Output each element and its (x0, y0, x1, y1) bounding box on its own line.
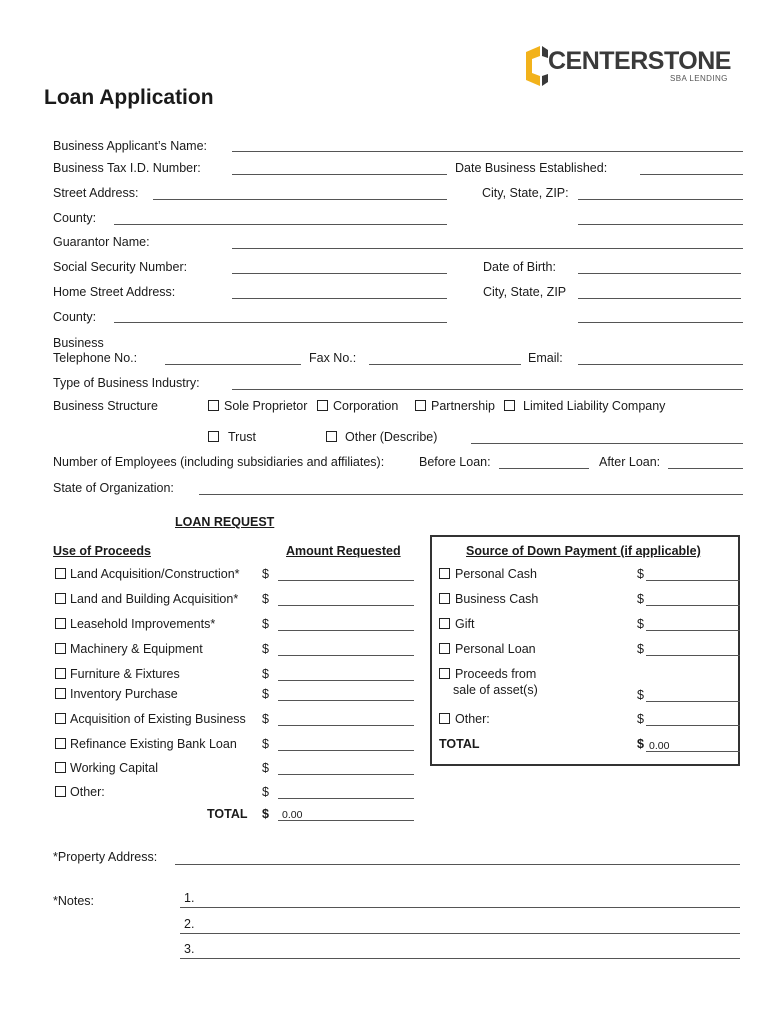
down-payment-header: Source of Down Payment (if applicable) (466, 544, 701, 558)
county2-label: County: (53, 310, 97, 324)
use-label: Machinery & Equipment (70, 642, 203, 656)
guarantor-field[interactable] (232, 248, 743, 249)
use-checkbox[interactable] (55, 568, 66, 579)
dollar-sign: $ (262, 687, 269, 701)
source-checkbox[interactable] (439, 713, 450, 724)
source-label: Other: (455, 712, 490, 726)
source-amount-field[interactable] (646, 580, 740, 581)
date-established-field[interactable] (640, 174, 743, 175)
use-label: Land Acquisition/Construction* (70, 567, 240, 581)
dollar-sign: $ (262, 807, 269, 821)
amount-requested-header: Amount Requested (286, 544, 401, 558)
dollar-sign: $ (637, 712, 644, 726)
note-number: 2. (184, 917, 195, 931)
amount-field[interactable] (278, 680, 414, 681)
amount-field[interactable] (278, 750, 414, 751)
ssn-field[interactable] (232, 273, 447, 274)
use-of-proceeds-header: Use of Proceeds (53, 544, 151, 558)
source-amount-field[interactable] (646, 605, 740, 606)
guarantor-label: Guarantor Name: (53, 235, 150, 249)
use-checkbox[interactable] (55, 643, 66, 654)
home-city-field[interactable] (578, 298, 741, 299)
city-state-zip-field[interactable] (578, 199, 743, 200)
amount-field[interactable] (278, 630, 414, 631)
use-label: Working Capital (70, 761, 159, 775)
dollar-sign: $ (262, 737, 269, 751)
logo-subtitle: SBA LENDING (670, 74, 728, 83)
sole-proprietor-label: Sole Proprietor (224, 399, 308, 413)
amount-field[interactable] (278, 605, 414, 606)
source-label: Business Cash (455, 592, 539, 606)
source-amount-field[interactable] (646, 725, 740, 726)
trust-checkbox[interactable] (208, 431, 219, 442)
before-loan-label: Before Loan: (419, 455, 491, 469)
dollar-sign: $ (262, 712, 269, 726)
use-label: Furniture & Fixtures (70, 667, 180, 681)
home-street-field[interactable] (232, 298, 447, 299)
after-loan-label: After Loan: (599, 455, 661, 469)
page-title: Loan Application (44, 86, 214, 109)
dollar-sign: $ (637, 688, 644, 702)
llc-checkbox[interactable] (504, 400, 515, 411)
tax-id-field[interactable] (232, 174, 447, 175)
source-amount-field[interactable] (646, 701, 740, 702)
use-checkbox[interactable] (55, 738, 66, 749)
source-total-value: 0.00 (649, 740, 670, 752)
use-label: Refinance Existing Bank Loan (70, 737, 237, 751)
use-total-value: 0.00 (282, 809, 303, 821)
source-checkbox[interactable] (439, 593, 450, 604)
sole-proprietor-checkbox[interactable] (208, 400, 219, 411)
city-state-zip-label: City, State, ZIP: (482, 186, 569, 200)
email-label: Email: (528, 351, 563, 365)
use-checkbox[interactable] (55, 762, 66, 773)
email-field[interactable] (578, 364, 743, 365)
use-checkbox[interactable] (55, 713, 66, 724)
source-total-label: TOTAL (439, 737, 480, 751)
applicant-name-label: Business Applicant’s Name: (53, 139, 208, 153)
dollar-sign: $ (637, 567, 644, 581)
other-structure-field[interactable] (471, 443, 743, 444)
state-org-label: State of Organization: (53, 481, 174, 495)
industry-label: Type of Business Industry: (53, 376, 200, 390)
amount-field[interactable] (278, 725, 414, 726)
use-label: Acquisition of Existing Business (70, 712, 246, 726)
note-line[interactable] (180, 933, 740, 934)
loan-request-heading: LOAN REQUEST (175, 515, 275, 529)
source-amount-field[interactable] (646, 630, 740, 631)
home-street-label: Home Street Address: (53, 285, 176, 299)
telephone-label: Telephone No.: (53, 351, 138, 365)
county-label: County: (53, 211, 97, 225)
use-checkbox[interactable] (55, 668, 66, 679)
fax-label: Fax No.: (309, 351, 357, 365)
dollar-sign: $ (262, 761, 269, 775)
use-label: Land and Building Acquisition* (70, 592, 239, 606)
use-label: Leasehold Improvements* (70, 617, 216, 631)
use-label: Other: (70, 785, 105, 799)
use-total-label: TOTAL (207, 807, 248, 821)
dollar-sign: $ (262, 617, 269, 631)
source-label: Proceeds from (455, 667, 537, 681)
amount-field[interactable] (278, 580, 414, 581)
note-line[interactable] (180, 958, 740, 959)
source-label: Personal Cash (455, 567, 537, 581)
trust-label: Trust (228, 430, 257, 444)
amount-field[interactable] (278, 655, 414, 656)
partnership-checkbox[interactable] (415, 400, 426, 411)
corporation-label: Corporation (333, 399, 399, 413)
use-checkbox[interactable] (55, 786, 66, 797)
dollar-sign: $ (637, 737, 644, 751)
after-loan-field[interactable] (668, 468, 743, 469)
applicant-name-field[interactable] (232, 151, 743, 152)
county2-extra-field[interactable] (578, 322, 743, 323)
tax-id-label: Business Tax I.D. Number: (53, 161, 201, 175)
use-checkbox[interactable] (55, 688, 66, 699)
other-structure-label: Other (Describe) (345, 430, 438, 444)
source-label-line2: sale of asset(s) (453, 683, 538, 697)
note-number: 1. (184, 891, 195, 905)
amount-field[interactable] (278, 774, 414, 775)
dob-field[interactable] (578, 273, 741, 274)
amount-field[interactable] (278, 700, 414, 701)
logo-mark-left (526, 46, 540, 86)
telephone-field[interactable] (165, 364, 301, 365)
dob-label: Date of Birth: (483, 260, 556, 274)
dollar-sign: $ (262, 667, 269, 681)
corporation-checkbox[interactable] (317, 400, 328, 411)
structure-label: Business Structure (53, 399, 158, 413)
note-line[interactable] (180, 907, 740, 908)
source-amount-field[interactable] (646, 655, 740, 656)
dollar-sign: $ (637, 642, 644, 656)
amount-field[interactable] (278, 798, 414, 799)
home-city-label: City, State, ZIP (483, 285, 567, 299)
state-org-field[interactable] (199, 494, 743, 495)
source-checkbox[interactable] (439, 618, 450, 629)
fax-field[interactable] (369, 364, 521, 365)
dollar-sign: $ (262, 785, 269, 799)
dollar-sign: $ (262, 567, 269, 581)
source-checkbox[interactable] (439, 668, 450, 679)
use-checkbox[interactable] (55, 618, 66, 629)
use-label: Inventory Purchase (70, 687, 178, 701)
dollar-sign: $ (262, 642, 269, 656)
source-label: Personal Loan (455, 642, 536, 656)
county-extra-field[interactable] (578, 224, 743, 225)
use-total-field[interactable] (278, 820, 414, 821)
source-total-field[interactable] (646, 751, 740, 752)
dollar-sign: $ (262, 592, 269, 606)
source-checkbox[interactable] (439, 643, 450, 654)
logo-wordmark: CENTERSTONE (548, 47, 731, 75)
dollar-sign: $ (637, 592, 644, 606)
other-structure-checkbox[interactable] (326, 431, 337, 442)
source-checkbox[interactable] (439, 568, 450, 579)
business-label: Business (53, 336, 104, 350)
note-number: 3. (184, 942, 195, 956)
partnership-label: Partnership (431, 399, 495, 413)
before-loan-field[interactable] (499, 468, 589, 469)
use-checkbox[interactable] (55, 593, 66, 604)
county2-field[interactable] (114, 322, 447, 323)
employees-label: Number of Employees (including subsidiaries and affiliates): (53, 455, 385, 469)
llc-label: Limited Liability Company (523, 399, 666, 413)
street-field[interactable] (153, 199, 447, 200)
notes-label: *Notes: (53, 894, 94, 908)
property-address-field[interactable] (175, 864, 740, 865)
ssn-label: Social Security Number: (53, 260, 188, 274)
county-field[interactable] (114, 224, 447, 225)
industry-field[interactable] (232, 389, 743, 390)
date-established-label: Date Business Established: (455, 161, 608, 175)
dollar-sign: $ (637, 617, 644, 631)
street-label: Street Address: (53, 186, 139, 200)
property-address-label: *Property Address: (53, 850, 158, 864)
source-label: Gift (455, 617, 475, 631)
